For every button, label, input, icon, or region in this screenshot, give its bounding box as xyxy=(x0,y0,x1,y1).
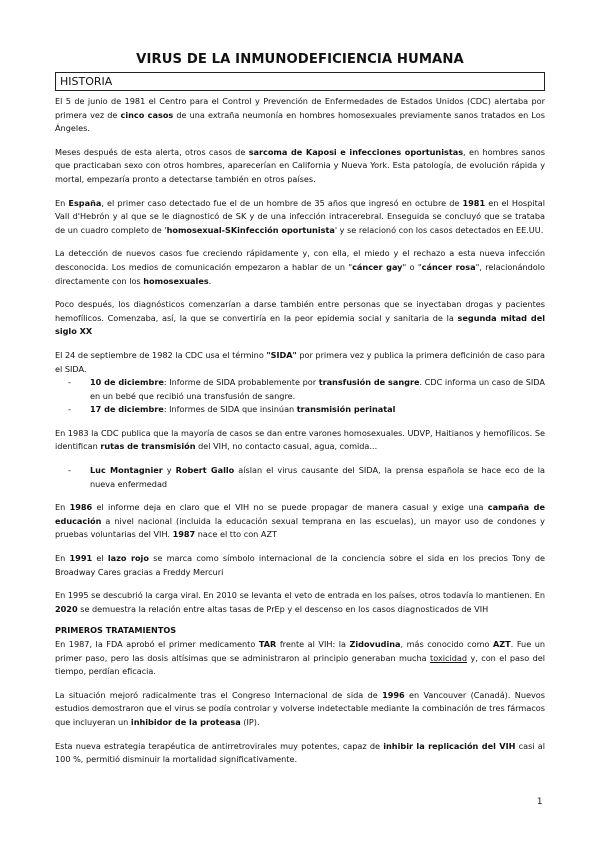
paragraph-5: Poco después, los diagnósticos comenzarían a darse también entre personas que se inyectaban drogas y pacientes hemofílicos. Comenzaba, así, la que se convertiría en la peor epidemia social y sanitaria de la segunda mitad del siglo XX xyxy=(55,299,545,337)
list-item: - 17 de diciembre: Informes de SIDA que insinúan transmisión perinatal xyxy=(55,403,545,417)
list-item: - 10 de diciembre: Informe de SIDA probablemente por transfusión de sangre. CDC informa un caso de SIDA en un bebé que recibió una transfusión de sangre. xyxy=(55,376,545,403)
paragraph-3: En España, el primer caso detectado fue el de un hombre de 35 años que ingresó en octubre de 1981 en el Hospital Vall d'Hebrón y al que se le diagnosticó de SK y de una infección intracerebral. Enseguida se concluyó que se trataba de un cuadro completo de 'homosexual-SKinfección oportunista' y se relacionó con los casos detectados en EE.UU. xyxy=(55,197,545,235)
paragraph-6: El 24 de septiembre de 1982 la CDC usa el término "SIDA" por primera vez y publica la primera deficinión de caso para el SIDA. xyxy=(55,349,546,374)
paragraph-4: La detección de nuevos casos fue creciendo rápidamente y, con ella, el miedo y el rechazo a esta nueva infección desconocida. Los medios de comunicación empezaron a hablar de un "cáncer gay" o "cáncer rosa", relacionándolo directamente con los homosexuales. xyxy=(55,248,546,286)
list-1982 xyxy=(55,376,545,417)
paragraph-13: Esta nueva estrategia terapéutica de antirretrovirales muy potentes, capaz de inhibir la replicación del VIH casi al 100 %, permitió disminuir la mortalidad significativamente. xyxy=(55,740,545,765)
list-item: - Luc Montagnier y Robert Gallo aíslan el virus causante del SIDA, la prensa española se hace eco de la nueva enfermedad xyxy=(55,464,545,491)
paragraph-10: En 1995 se descubrió la carga viral. En 2010 se levanta el veto de entrada en los países, otros todavía lo mantienen. En 2020 se demuestra la relación entre altas tasas de PrEp y el descenso en los casos diagnosticados de VIH xyxy=(55,590,545,614)
paragraph-8: En 1986 el informe deja en claro que el VIH no se puede propagar de manera casual y exige una campaña de educación a nivel nacional (incluida la educación sexual temprana en las escuelas), un mayor uso de condones y pruebas voluntarias del VIH. 1987 nace el tto con AZT xyxy=(55,502,545,540)
paragraph-11: En 1987, la FDA aprobó el primer medicamento TAR frente al VIH: la Zidovudina, más conocido como AZT. Fue un primer paso, pero las dosis altísimas que se administraron al principio generaban mucha toxicidad y, con el paso del tiempo, perdían eficacia. xyxy=(55,639,546,677)
paragraph-1: El 5 de junio de 1981 el Centro para el Control y Prevención de Enfermedades de Estados Unidos (CDC) alertaba por primera vez de cinco casos de una extraña neumonía en hombres homosexuales previamente sanos tratados en Los Ángeles. xyxy=(55,96,546,134)
list-discovery xyxy=(55,464,545,491)
document-page xyxy=(55,52,545,777)
paragraph-7: En 1983 la CDC publica que la mayoría de casos se dan entre varones homosexuales. UDVP, Haitianos y hemofílicos. Se identifican rutas de transmisión del VIH, no contacto casual, agua, comida... xyxy=(55,427,545,452)
page-number: 1 xyxy=(537,797,543,807)
paragraph-9: En 1991 el lazo rojo se marca como símbolo internacional de la conciencia sobre el sida en los precios Tony de Broadway Cares gracias a Freddy Mercuri xyxy=(55,553,546,577)
paragraph-12: La situación mejoró radicalmente tras el Congreso Internacional de sida de 1996 en Vancouver (Canadá). Nuevos estudios demostraron que el virus se podía controlar y volverse indetectable mediante la combinación de tres fármacos que incluyeran un inhibidor de la proteasa (IP). xyxy=(55,689,545,727)
section-heading-tratamientos: PRIMEROS TRATAMIENTOS xyxy=(55,625,177,636)
section-box-historia: HISTORIA xyxy=(55,72,545,91)
document-title: VIRUS DE LA INMUNODEFICIENCIA HUMANA xyxy=(136,52,464,67)
paragraph-2: Meses después de esta alerta, otros casos de sarcoma de Kaposi e infecciones oportunistas, en hombres sanos que practicaban sexo con otros hombres, aparecerían en California y Nueva York. Esta patología, de evolución rápida y mortal, empezaría pronto a detectarse también en otros países. xyxy=(55,146,545,184)
